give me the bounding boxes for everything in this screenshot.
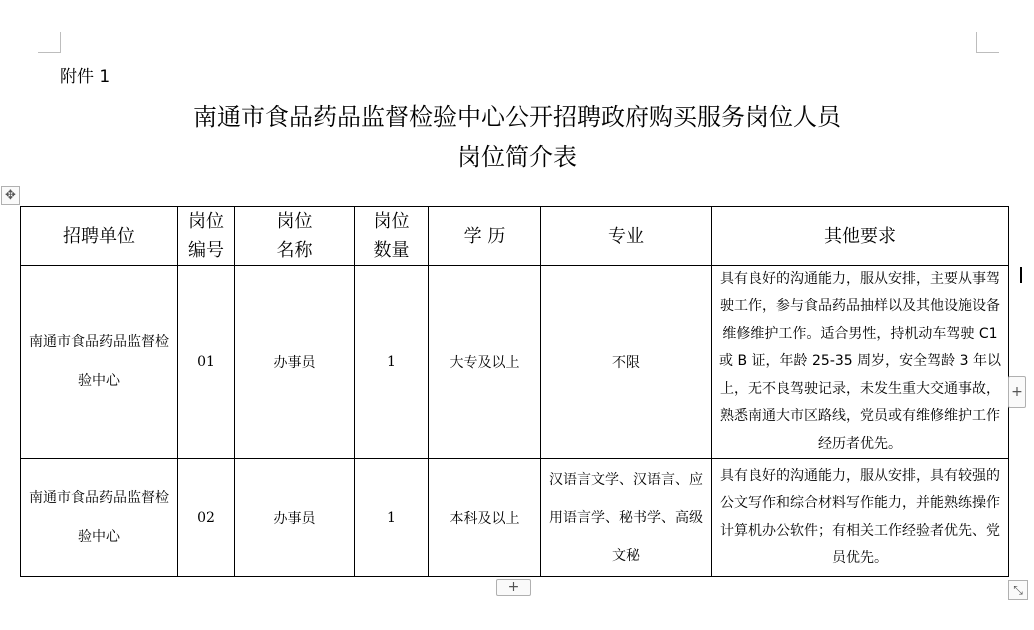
table-row bbox=[21, 459, 1009, 577]
table-row bbox=[21, 266, 1009, 459]
table-move-handle-icon[interactable]: ✥ bbox=[1, 186, 20, 205]
cell-name[interactable]: 办事员 bbox=[235, 266, 355, 459]
cell-count[interactable]: 1 bbox=[355, 266, 429, 459]
text-cursor bbox=[1020, 267, 1022, 283]
attachment-label: 附件 1 bbox=[60, 67, 111, 87]
cell-requirements[interactable]: 具有良好的沟通能力，服从安排，主要从事驾驶工作，参与食品药品抽样以及其他设施设备维修维护工作。适合男性，持机动车驾驶 C1 或 B 证，年龄 25-35 周岁，安全驾龄 3 年以上，无不良驾驶记录，未发生重大交通事故，熟悉南通大市区路线，党员或有维修维护工作经历者优先。 bbox=[712, 266, 1009, 459]
cell-requirements[interactable]: 具有良好的沟通能力，服从安排，具有较强的公文写作和综合材料写作能力，并能熟练操作计算机办公软件；有相关工作经验者优先、党员优先。 bbox=[712, 459, 1009, 577]
page-corner-mark-top-right bbox=[976, 32, 999, 53]
table-resize-icon[interactable]: ⤡ bbox=[1008, 580, 1028, 600]
cell-unit[interactable]: 南通市食品药品监督检验中心 bbox=[21, 459, 178, 577]
cell-code[interactable]: 02 bbox=[178, 459, 235, 577]
header-requirements[interactable]: 其他要求 bbox=[712, 207, 1009, 266]
add-column-plus-icon[interactable]: + bbox=[1008, 376, 1026, 408]
cell-major[interactable]: 汉语言文学、汉语言、应用语言学、秘书学、高级文秘 bbox=[541, 459, 712, 577]
table-header-row bbox=[21, 207, 1009, 266]
cell-name[interactable]: 办事员 bbox=[235, 459, 355, 577]
page-corner-mark-top-left bbox=[38, 32, 61, 53]
document-title: 南通市食品药品监督检验中心公开招聘政府购买服务岗位人员 bbox=[193, 103, 841, 131]
cell-education[interactable]: 本科及以上 bbox=[429, 459, 541, 577]
cell-major[interactable]: 不限 bbox=[541, 266, 712, 459]
cell-unit[interactable]: 南通市食品药品监督检验中心 bbox=[21, 266, 178, 459]
header-education[interactable]: 学 历 bbox=[429, 207, 541, 266]
cell-code[interactable]: 01 bbox=[178, 266, 235, 459]
cell-count[interactable]: 1 bbox=[355, 459, 429, 577]
header-name[interactable]: 岗位 名称 bbox=[235, 207, 355, 266]
header-unit[interactable]: 招聘单位 bbox=[21, 207, 178, 266]
job-table bbox=[20, 206, 1009, 577]
header-major[interactable]: 专业 bbox=[541, 207, 712, 266]
cell-education[interactable]: 大专及以上 bbox=[429, 266, 541, 459]
document-subtitle: 岗位简介表 bbox=[457, 143, 577, 171]
header-code[interactable]: 岗位 编号 bbox=[178, 207, 235, 266]
header-count[interactable]: 岗位 数量 bbox=[355, 207, 429, 266]
add-row-plus-icon[interactable]: + bbox=[496, 579, 531, 596]
